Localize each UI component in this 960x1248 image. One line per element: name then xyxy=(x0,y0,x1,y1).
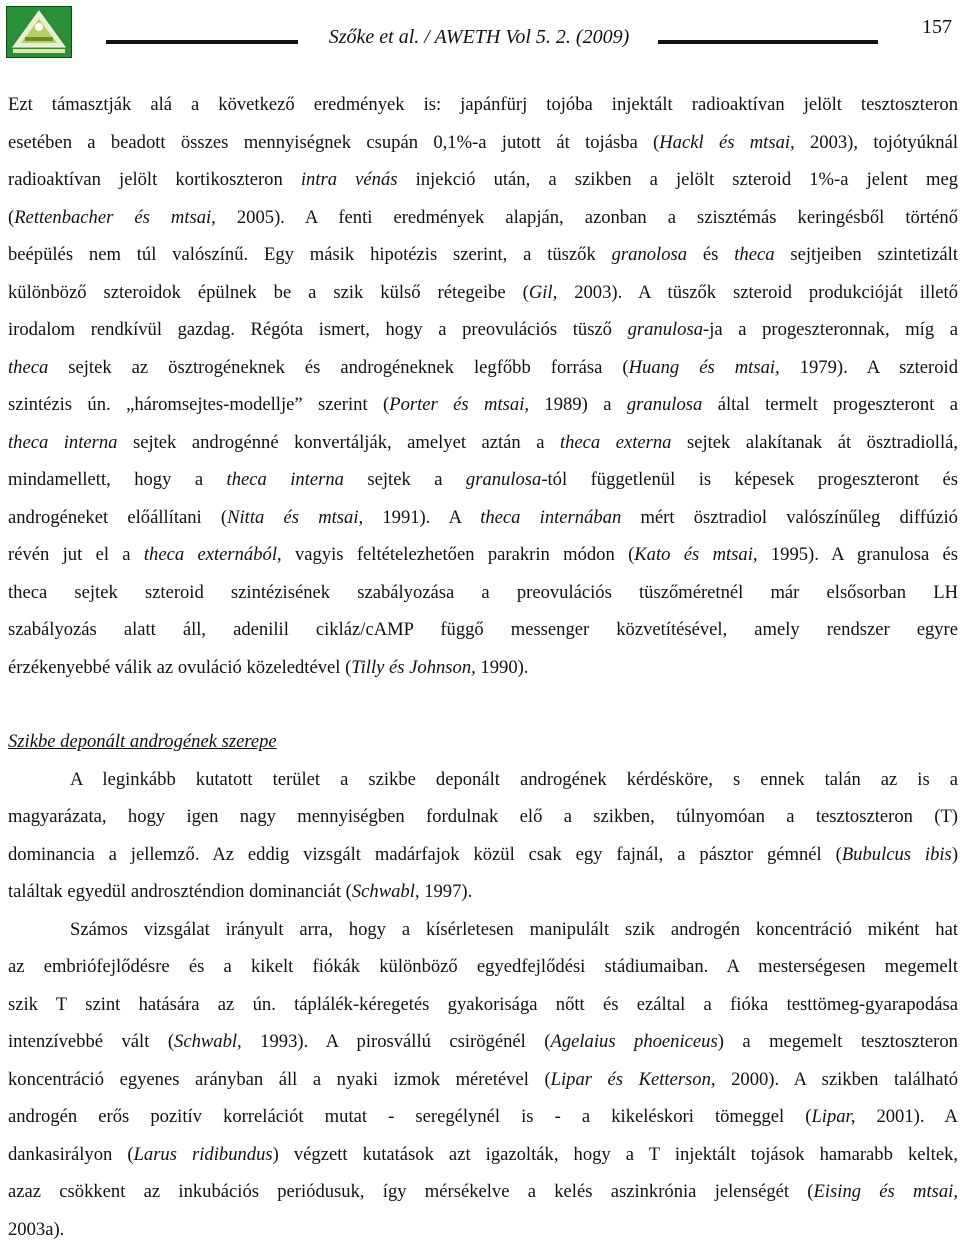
text-line: találtak egyedül androszténdion dominanciát (Schwabl, 1997). xyxy=(8,873,958,911)
text-line: theca sejtek az ösztrogéneknek és androgéneknek legfőbb forrása (Huang és mtsai, 1979). A szteroid xyxy=(8,349,958,387)
text-line: dankasirályon (Larus ridibundus) végzett kutatások azt igazolták, hogy a T injektált tojások hamarabb keltek, xyxy=(8,1136,958,1174)
journal-logo xyxy=(6,6,72,58)
text-line: érzékenyebbé válik az ovuláció közeledtével (Tilly és Johnson, 1990). xyxy=(8,649,958,687)
text-line: theca interna sejtek androgénné konvertálják, amelyet aztán a theca externa sejtek alakítanak át ösztradiollá, xyxy=(8,424,958,462)
text-line: szabályozás alatt áll, adenilil cikláz/cAMP függő messenger közvetítésével, amely rendszer egyre xyxy=(8,611,958,649)
text-line: irodalom rendkívül gazdag. Régóta ismert, hogy a preovulációs tüsző granulosa-ja a progeszteronnak, míg a xyxy=(8,311,958,349)
text-line: (Rettenbacher és mtsai, 2005). A fenti eredmények alapján, azonban a szisztémás keringésből történő xyxy=(8,199,958,237)
running-head: Szőke et al. / AWETH Vol 5. 2. (2009) xyxy=(308,26,650,49)
section-spacer xyxy=(8,686,958,723)
text-line: Ezt támasztják alá a következő eredmények is: japánfürj tojóba injektált radioaktívan jelölt tesztoszteron xyxy=(8,86,958,124)
text-line: radioaktívan jelölt kortikoszteron intra vénás injekció után, a szikben a jelölt szteroid 1%-a jelent meg xyxy=(8,161,958,199)
text-line: beépülés nem túl valószínű. Egy másik hipotézis szerint, a tüszők granolosa és theca sejtjeiben szintetizált xyxy=(8,236,958,274)
page-header xyxy=(0,0,960,62)
text-line: 2003a). xyxy=(8,1211,958,1248)
text-line: szik T szint hatására az ún. táplálék-kéregetés gyakorisága nőtt és ezáltal a fióka testtömeg-gyarapodása xyxy=(8,986,958,1024)
text-line: szintézis ún. „háromsejtes-modellje” szerint (Porter és mtsai, 1989) a granulosa által termelt progeszteront a xyxy=(8,386,958,424)
text-line: különböző szteroidok épülnek be a szik külső rétegeibe (Gil, 2003). A tüszők szteroid produkcióját illető xyxy=(8,274,958,312)
text-line: révén jut el a theca externából, vagyis feltételezhetően parakrin módon (Kato és mtsai, 1995). A granulosa és xyxy=(8,536,958,574)
text-line: esetében a beadott összes mennyiségnek csupán 0,1%-a jutott át tojásba (Hackl és mtsai, 2003), tojótyúknál xyxy=(8,124,958,162)
logo-emblem-icon xyxy=(7,7,71,57)
text-line: dominancia a jellemző. Az eddig vizsgált madárfajok közül csak egy fajnál, a pásztor gémnél (Bubulcus ibis) xyxy=(8,836,958,874)
text-line: koncentráció egyenes arányban áll a nyaki izmok méretével (Lipar és Ketterson, 2000). A szikben található xyxy=(8,1061,958,1099)
text-line: androgéneket előállítani (Nitta és mtsai, 1991). A theca internában mért ösztradiol valószínűleg diffúzió xyxy=(8,499,958,537)
text-line: mindamellett, hogy a theca interna sejtek a granulosa-tól függetlenül is képesek progeszteront és xyxy=(8,461,958,499)
text-line: A leginkább kutatott terület a szikbe deponált androgének kérdésköre, s ennek talán az is a xyxy=(8,761,958,799)
text-line: theca sejtek szteroid szintézisének szabályozása a preovulációs tüszőméretnél már elsősorban LH xyxy=(8,574,958,612)
header-rule-left xyxy=(106,40,298,44)
text-line: intenzívebbé vált (Schwabl, 1993). A pirosvállú csirögénél (Agelaius phoeniceus) a megemelt tesztoszteron xyxy=(8,1023,958,1061)
text-line: Számos vizsgálat irányult arra, hogy a kísérletesen manipulált szik androgén koncentráció miként hat xyxy=(8,911,958,949)
header-rule-right xyxy=(658,40,878,44)
text-line: az embriófejlődésre és a kikelt fiókák különböző egyedfejlődési stádiumaiban. A mesterségesen megemelt xyxy=(8,948,958,986)
article-body xyxy=(8,86,958,1248)
text-line: magyarázata, hogy igen nagy mennyiségben fordulnak elő a szikben, túlnyomóan a tesztoszteron (T) xyxy=(8,798,958,836)
text-line: azaz csökkent az inkubációs periódusuk, így mérsékelve a kelés aszinkrónia jelenségét (Eising és mtsai, xyxy=(8,1173,958,1211)
section-heading: Szikbe deponált androgének szerepe xyxy=(8,723,958,761)
page-number: 157 xyxy=(922,16,952,39)
text-line: androgén erős pozitív korrelációt mutat - seregélynél is - a kikeléskori tömeggel (Lipar, 2001). A xyxy=(8,1098,958,1136)
